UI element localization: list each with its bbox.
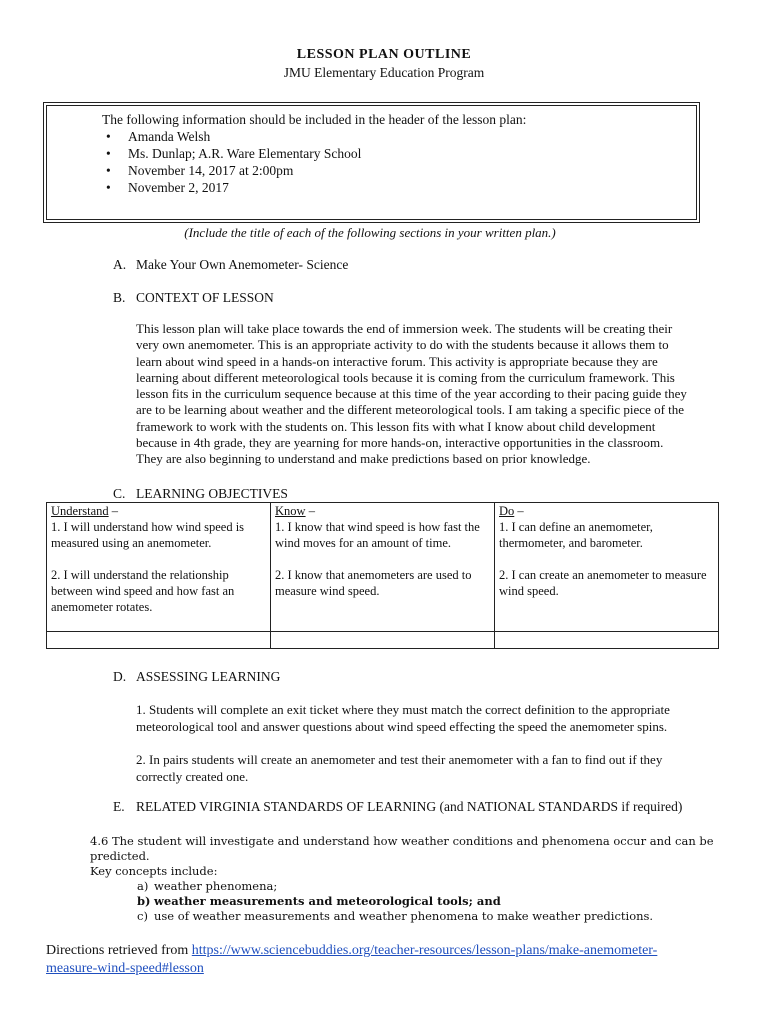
objective-text: 2. I know that anemometers are used to measure wind speed. xyxy=(275,568,472,598)
paragraph-line: framework to work with the students on. This lesson fits with what I know about child development xyxy=(136,418,656,434)
link-text[interactable]: measure-wind-speed#lesson xyxy=(46,961,204,976)
paragraph-line: meteorological tool and answer questions about wind speed effecting the speed the anemometer spins. xyxy=(136,719,668,734)
table-row xyxy=(47,632,719,649)
list-item: • November 2, 2017 xyxy=(106,179,361,196)
empty-cell xyxy=(47,632,271,649)
section-letter: B. xyxy=(113,290,126,305)
understand-cell xyxy=(47,503,271,632)
objective-text: 1. I know that wind speed is how fast the wind moves for an amount of time. xyxy=(275,520,480,550)
directions-prefix: Directions retrieved from xyxy=(46,943,192,958)
section-a-heading xyxy=(113,257,348,273)
assessment-paragraph-1 xyxy=(136,701,756,735)
section-letter: A. xyxy=(113,257,127,272)
section-letter: E. xyxy=(113,799,125,814)
standard-text: 4.6 The student will investigate and understand how weather conditions and phenomena occur and can be predicted. xyxy=(90,834,714,863)
item-label: c) xyxy=(137,909,148,923)
list-item xyxy=(90,894,750,909)
objective-text: 2. I can create an anemometer to measure wind speed. xyxy=(499,568,707,598)
paragraph-line: very own anemometer. This is an appropriate activity to do with the students because it allows them to xyxy=(136,337,669,353)
paragraph-line: learning about different meteorological tools because it is coming from the curriculum framework. This xyxy=(136,369,675,385)
objective-text: 1. I will understand how wind speed is measured using an anemometer. xyxy=(51,520,245,550)
objectives-table xyxy=(46,502,719,649)
paragraph-line: They are also beginning to understand and make predictions based on prior knowledge. xyxy=(136,451,591,467)
empty-cell xyxy=(271,632,495,649)
objective-text: 2. I will understand the relationship between wind speed and how fast an anemometer rotates. xyxy=(51,568,235,614)
item-label: a) xyxy=(137,879,149,893)
list-item: • Amanda Welsh xyxy=(106,128,361,145)
table-row xyxy=(47,503,719,632)
know-cell xyxy=(271,503,495,632)
section-title: RELATED VIRGINIA STANDARDS OF LEARNING (and NATIONAL STANDARDS if required) xyxy=(136,799,683,814)
paragraph-line: 1. Students will complete an exit ticket where they must match the correct definition to the appropriate xyxy=(136,702,670,717)
section-letter: D. xyxy=(113,669,127,684)
list-item: • November 14, 2017 at 2:00pm xyxy=(106,162,361,179)
item-text: weather measurements and meteorological tools; and xyxy=(154,894,501,908)
section-letter: C. xyxy=(113,486,126,501)
assessment-paragraph-2 xyxy=(136,751,756,785)
column-header-know: Know xyxy=(275,504,306,518)
list-item xyxy=(90,879,750,894)
list-item xyxy=(90,909,750,924)
section-title: Make Your Own Anemometer- Science xyxy=(136,257,349,272)
header-dash: – xyxy=(108,504,118,518)
column-header-do: Do xyxy=(499,504,515,518)
section-b-heading xyxy=(113,290,274,306)
item-text: weather phenomena; xyxy=(154,879,278,893)
paragraph-line: because in 4th grade, they are yearning for more hands-on, interactive opportunities in the classroom. xyxy=(136,435,664,451)
objective-text: 1. I can define an anemometer, thermometer, and barometer. xyxy=(499,520,653,550)
empty-cell xyxy=(495,632,719,649)
header-dash: – xyxy=(305,504,315,518)
section-c-heading xyxy=(113,486,288,502)
directions-source xyxy=(46,942,726,978)
link-text[interactable]: https://www.sciencebuddies.org/teacher-resources/lesson-plans/make-anemometer- xyxy=(191,943,658,958)
paragraph-line: This lesson plan will take place towards the end of immersion week. The students will be creating their xyxy=(136,321,673,336)
header-dash: – xyxy=(514,504,524,518)
paragraph-line: learn about wind speed in a hands-on interactive forum. This activity is appropriate because they are xyxy=(136,353,658,369)
item-text: use of weather measurements and weather phenomena to make weather predictions. xyxy=(154,909,654,923)
column-header-understand: Understand xyxy=(51,504,109,518)
paragraph-line: lesson fits in the curriculum sequence because at this time of the year according to their pacing guide they xyxy=(136,386,687,402)
item-label: b) xyxy=(137,894,151,908)
header-box-intro: The following information should be included in the header of the lesson plan: xyxy=(102,112,527,127)
section-title: LEARNING OBJECTIVES xyxy=(136,486,288,501)
section-title: CONTEXT OF LESSON xyxy=(136,290,274,305)
header-box-list xyxy=(106,128,361,196)
page-title: LESSON PLAN OUTLINE xyxy=(296,47,472,62)
list-item: • Ms. Dunlap; A.R. Ware Elementary School xyxy=(106,145,361,162)
instruction-note: (Include the title of each of the following sections in your written plan.) xyxy=(184,225,556,240)
context-paragraph xyxy=(136,321,746,468)
standard-text: Key concepts include: xyxy=(90,864,218,878)
section-title: ASSESSING LEARNING xyxy=(136,669,281,684)
paragraph-line: 2. In pairs students will create an anemometer and test their anemometer with a fan to find out if they xyxy=(136,752,663,767)
paragraph-line: are to be learning about weather and the different meteorological tools. I am taking a specific piece of the xyxy=(136,402,685,418)
standards-block xyxy=(90,834,750,924)
page-subtitle: JMU Elementary Education Program xyxy=(283,65,485,80)
section-d-heading xyxy=(113,669,280,685)
do-cell xyxy=(495,503,719,632)
paragraph-line: correctly created one. xyxy=(136,769,249,784)
section-e-heading xyxy=(113,799,682,815)
